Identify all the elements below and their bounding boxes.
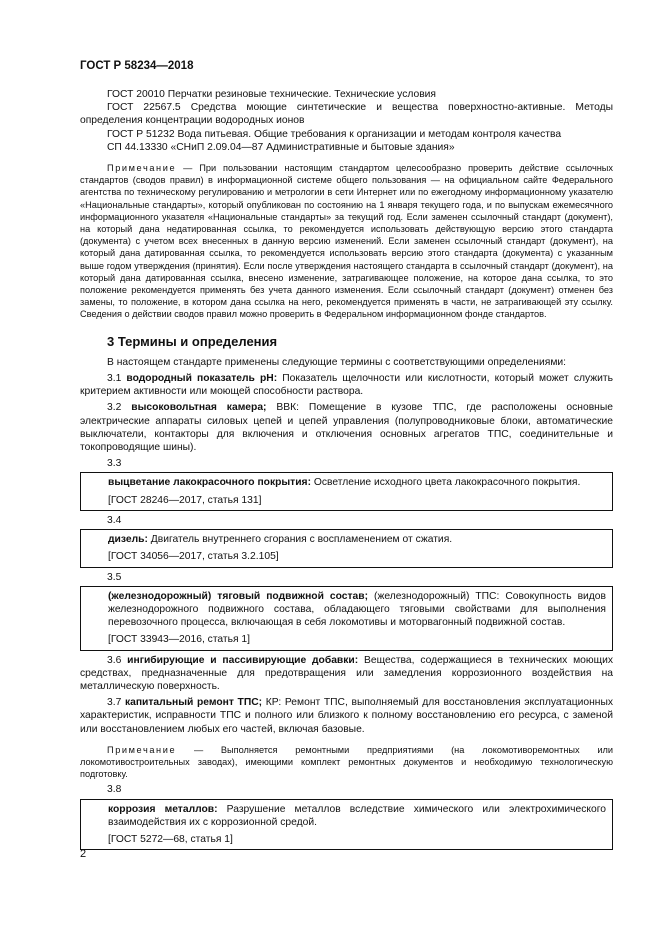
term-box-3-4: дизель: Двигатель внутреннего сгорания с воспламенением от сжатия. [ГОСТ 34056—2017, статья 3.2.105] <box>80 529 613 567</box>
term-3-6: 3.6 ингибирующие и пассивирующие добавки: Вещества, содержащиеся в технических моющих средствах, предназначенные для предотвращения или замедления коррозионного воздействия на металлическую поверхность. <box>80 654 613 692</box>
section-intro: В настоящем стандарте применены следующие термины с соответствующими определениями: <box>107 356 567 368</box>
note-text: — Выполняется ремонтными предприятиями (на локомотиворемонтных или локомотивостроительных заводах), имеющими комплект ремонтных документов и необходимую технологическую подготовку. <box>80 744 613 780</box>
term-number: 3.4 <box>107 514 122 526</box>
term-box-3-3: выцветание лакокрасочного покрытия: Осветление исходного цвета лакокрасочного покрытия. [ГОСТ 28246—2017, статья 131] <box>80 472 613 510</box>
term-3-7: 3.7 капитальный ремонт ТПС; КР: Ремонт ТПС, выполняемый для восстановления эксплуатационных характеристик, исправности ТПС и полного или близкого к полному восстановлению его ресурса, с заменой или восстановлением любых его частей, включая базовые. <box>80 697 613 735</box>
note-repair <box>80 744 613 781</box>
term-name: дизель: <box>108 534 148 546</box>
term-source: [ГОСТ 33943—2016, статья 1] <box>108 634 251 646</box>
term-name: высоковольтная камера; <box>131 402 267 414</box>
term-3-1: 3.1 водородный показатель pH: Показатель щелочности или кислотности, который может служить критерием активности или моющей способности раствора. <box>80 373 613 398</box>
document-code: ГОСТ Р 58234—2018 <box>80 60 194 72</box>
note-references <box>80 162 613 321</box>
page-number: 2 <box>80 848 87 860</box>
page-body <box>80 88 613 850</box>
term-source: [ГОСТ 28246—2017, статья 131] <box>108 494 262 506</box>
term-name: водородный показатель pH: <box>126 373 278 385</box>
term-box-3-8: коррозия металлов: Разрушение металлов вследствие химического или электрохимического взаимодействия их с коррозионной средой. [ГОСТ 5272—68, статья 1] <box>80 799 613 851</box>
reference-item: ГОСТ 22567.5 Средства моющие синтетические и вещества поверхностно-активные. Методы определения концентрации водородных ионов <box>80 102 613 127</box>
note-text: — При пользовании настоящим стандартом целесообразно проверить действие ссылочных стандартов (сводов правил) в информационной системе общего пользования — на официальном сайте Федерального агентства по техническому регулированию и метрологии в сети Интернет или по ежегодному информационному указателю «Национальные стандарты», который опубликован по состоянию на 1 января текущего года, и по выпускам ежемесячного информационного указателя «Национальные стандарты» за текущий год. Если заменен ссылочный стандарт (документ), на который дана недатированная ссылка, то рекомендуется использовать действующую версию этого стандарта (документа) с учетом всех внесенных в данную версию изменений. Если заменен ссылочный стандарт (документ), на который дана датированная ссылка, то рекомендуется использовать версию этого стандарта (документа) с указанным выше годом утверждения (принятия). Если после утверждения настоящего стандарта в ссылочный стандарт (документ), на который дана датированная ссылка, внесено изменение, затрагивающее положение, на которое дана ссылка, то это положение рекомендуется применять без учета данного изменения. Если ссылочный стандарт (документ) отменен без замены, то положение, в котором дана ссылка на него, рекомендуется применять в части, не затрагивающей эту ссылку. Сведения о действии сводов правил можно проверить в Федеральном информационном фонде стандартов. <box>80 163 613 320</box>
term-number: 3.5 <box>107 571 122 583</box>
term-source: [ГОСТ 34056—2017, статья 3.2.105] <box>108 551 279 563</box>
term-box-3-5: (железнодорожный) тяговый подвижной состав; (железнодорожный) ТПС: Совокупность видов железнодорожного подвижного состава, обладающего тяговыми свойствами для выполнения перевозочного процесса, включающая в себя локомотивы и моторвагонный подвижной состав. [ГОСТ 33943—2016, статья 1] <box>80 586 613 651</box>
term-source: [ГОСТ 5272—68, статья 1] <box>108 833 233 845</box>
term-number: 3.3 <box>107 458 122 470</box>
note-label: Примечание <box>107 744 177 755</box>
term-number: 3.8 <box>107 784 122 796</box>
term-name: (железнодорожный) тяговый подвижной состав; <box>108 590 369 602</box>
reference-item: ГОСТ 20010 Перчатки резиновые технические. Технические условия <box>107 89 436 100</box>
term-3-2: 3.2 высоковольтная камера; ВВК: Помещение в кузове ТПС, где расположены основные электрические аппараты силовых цепей и цепей управления (полупроводниковые блоки, автоматические выключатели, контакторы для включения и отключения основных агрегатов ТПС, соединительные и токопроводящие шины). <box>80 402 613 454</box>
term-name: выцветание лакокрасочного покрытия: <box>108 477 311 489</box>
term-name: коррозия металлов: <box>108 803 218 815</box>
term-name: капитальный ремонт ТПС; <box>124 697 263 709</box>
reference-item: СП 44.13330 «СНиП 2.09.04—87 Административные и бытовые здания» <box>107 141 455 153</box>
section-title: 3 Термины и определения <box>107 333 278 349</box>
note-label: Примечание <box>107 163 177 174</box>
reference-item: ГОСТ Р 51232 Вода питьевая. Общие требования к организации и методам контроля качества <box>107 128 562 140</box>
term-name: ингибирующие и пассивирующие добавки: <box>127 654 359 666</box>
